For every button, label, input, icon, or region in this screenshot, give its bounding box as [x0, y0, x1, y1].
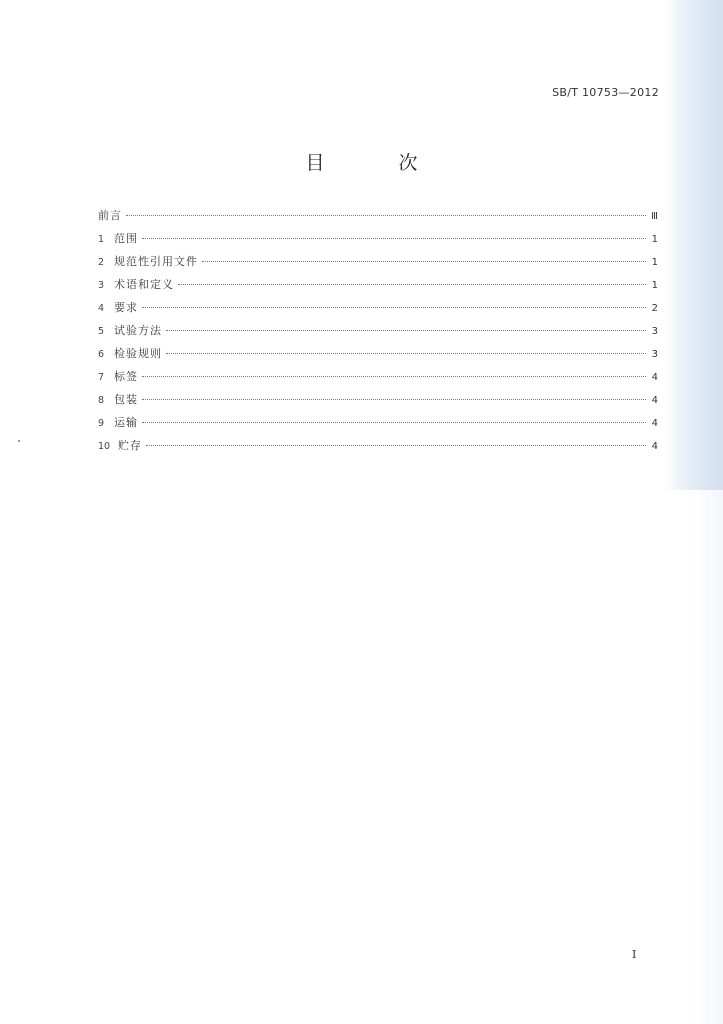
toc-leader-dots: [146, 445, 646, 446]
toc-entry-text: 包装: [114, 393, 138, 406]
table-of-contents: [98, 207, 658, 460]
toc-entry-page: 2: [651, 303, 658, 314]
scan-shadow-edge-lower: [693, 490, 723, 1024]
toc-entry-scope[interactable]: [98, 230, 658, 253]
toc-entry-number: 4: [98, 303, 105, 314]
toc-entry-number: 2: [98, 257, 105, 268]
toc-entry-number: 8: [98, 395, 105, 406]
toc-entry-page: 4: [651, 395, 658, 406]
toc-entry-page: 3: [651, 326, 658, 337]
toc-leader-dots: [142, 399, 646, 400]
scan-speck: [18, 440, 20, 442]
toc-entry-number: 5: [98, 326, 105, 337]
page-number: I: [632, 948, 637, 961]
toc-leader-dots: [202, 261, 646, 262]
toc-leader-dots: [142, 376, 646, 377]
toc-entry-page: 3: [651, 349, 658, 360]
toc-entry-labeling[interactable]: [98, 368, 658, 391]
toc-entry-requirements[interactable]: [98, 299, 658, 322]
standard-code: SB/T 10753—2012: [552, 86, 659, 99]
scan-shadow-edge: [665, 0, 723, 490]
toc-leader-dots: [166, 330, 646, 331]
toc-entry-number: 10: [98, 441, 111, 452]
toc-entry-text: 前言: [98, 209, 122, 222]
toc-entry-page: 1: [651, 280, 658, 291]
toc-entry-text: 术语和定义: [114, 278, 174, 291]
toc-entry-number: 9: [98, 418, 105, 429]
toc-entry-text: 运输: [114, 416, 138, 429]
toc-entry-test-methods[interactable]: [98, 322, 658, 345]
toc-entry-page: Ⅲ: [651, 211, 658, 222]
toc-entry-text: 规范性引用文件: [114, 255, 198, 268]
toc-leader-dots: [166, 353, 646, 354]
toc-entry-page: 1: [651, 257, 658, 268]
toc-entry-number: 1: [98, 234, 105, 245]
toc-entry-number: 6: [98, 349, 105, 360]
toc-entry-text: 检验规则: [114, 347, 162, 360]
toc-entry-text: 标签: [114, 370, 138, 383]
toc-entry-text: 要求: [114, 301, 138, 314]
toc-entry-number: 3: [98, 280, 105, 291]
toc-entry-transport[interactable]: [98, 414, 658, 437]
toc-entry-number: 7: [98, 372, 105, 383]
toc-entry-text: 试验方法: [114, 324, 162, 337]
toc-entry-normative-references[interactable]: [98, 253, 658, 276]
toc-entry-page: 4: [651, 372, 658, 383]
toc-entry-text: 范围: [114, 232, 138, 245]
toc-entry-terms-definitions[interactable]: [98, 276, 658, 299]
toc-leader-dots: [178, 284, 646, 285]
toc-entry-inspection-rules[interactable]: [98, 345, 658, 368]
toc-entry-page: 1: [651, 234, 658, 245]
toc-leader-dots: [142, 238, 646, 239]
toc-entry-page: 4: [651, 418, 658, 429]
toc-entry-storage[interactable]: [98, 437, 658, 460]
toc-entry-packaging[interactable]: [98, 391, 658, 414]
toc-leader-dots: [126, 215, 646, 216]
toc-entry-foreword[interactable]: [98, 207, 658, 230]
toc-leader-dots: [142, 307, 646, 308]
page-title: 目 次: [305, 152, 452, 174]
toc-entry-text: 贮存: [118, 439, 142, 452]
toc-leader-dots: [142, 422, 646, 423]
toc-entry-page: 4: [651, 441, 658, 452]
